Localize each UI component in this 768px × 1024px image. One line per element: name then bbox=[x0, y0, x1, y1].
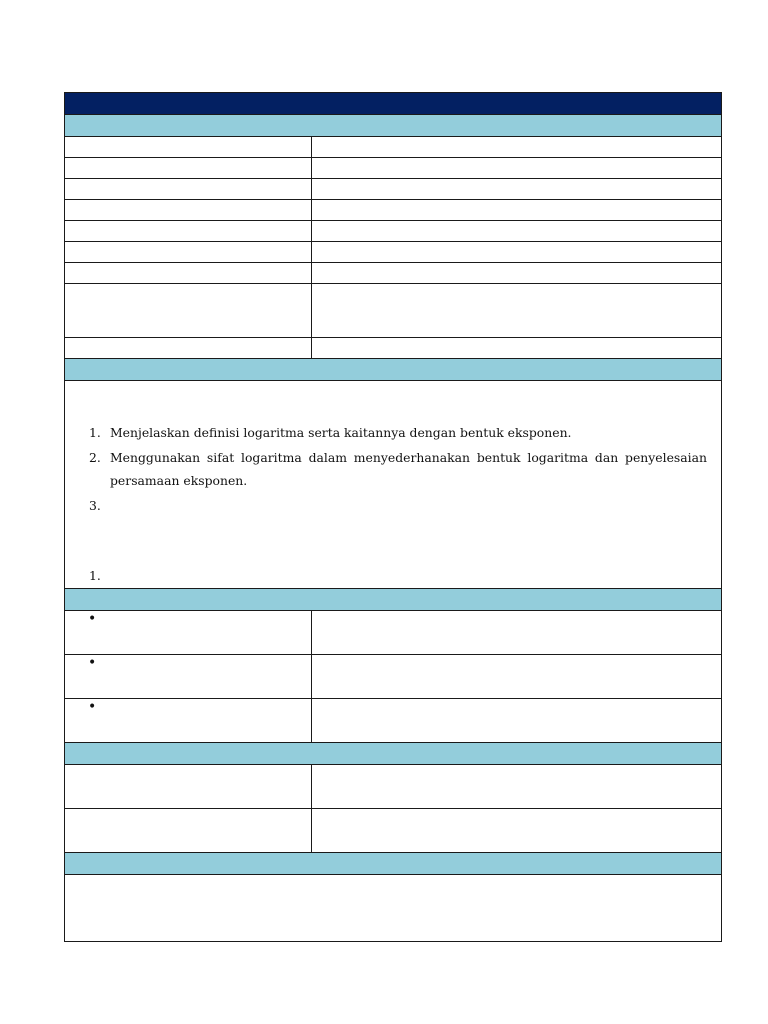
identity-value-cell bbox=[312, 338, 722, 359]
method-value-cell bbox=[312, 765, 722, 809]
identity-row bbox=[65, 242, 722, 263]
identity-label-cell bbox=[65, 242, 312, 263]
bullet-icon: • bbox=[88, 699, 97, 715]
identity-label-cell bbox=[65, 284, 312, 338]
identity-value-cell bbox=[312, 284, 722, 338]
identity-row bbox=[65, 338, 722, 359]
section-header-objectives bbox=[65, 359, 722, 381]
bullet-cell bbox=[65, 655, 312, 699]
title-bar bbox=[65, 93, 722, 115]
identity-value-cell bbox=[312, 242, 722, 263]
method-row bbox=[65, 765, 722, 809]
list-item bbox=[89, 421, 707, 444]
identity-row bbox=[65, 179, 722, 200]
list-item-text: Menggunakan sifat logaritma dalam menyederhanakan bentuk logaritma dan penyelesaian persamaan eksponen. bbox=[110, 450, 707, 488]
method-label-cell bbox=[65, 765, 312, 809]
identity-label-cell bbox=[65, 338, 312, 359]
method-label-cell bbox=[65, 809, 312, 853]
bullet-value-cell bbox=[312, 699, 722, 743]
identity-value-cell bbox=[312, 221, 722, 242]
bullet-icon: • bbox=[88, 655, 97, 671]
section-header-materials bbox=[65, 589, 722, 611]
list-item-text: Menjelaskan definisi logaritma serta kaitannya dengan bentuk eksponen. bbox=[110, 425, 572, 440]
document-form-table bbox=[64, 92, 722, 942]
identity-label-cell bbox=[65, 200, 312, 221]
bullet-icon: • bbox=[88, 611, 97, 627]
bullet-row bbox=[65, 655, 722, 699]
list-item-number: 2. bbox=[89, 450, 101, 465]
identity-value-cell bbox=[312, 137, 722, 158]
bullet-cell bbox=[65, 611, 312, 655]
identity-row-tall bbox=[65, 284, 722, 338]
identity-value-cell bbox=[312, 158, 722, 179]
objectives-list bbox=[89, 421, 707, 513]
section-header-identity bbox=[65, 115, 722, 137]
identity-label-cell bbox=[65, 158, 312, 179]
identity-value-cell bbox=[312, 179, 722, 200]
list-item-number: 3. bbox=[89, 498, 101, 513]
identity-value-cell bbox=[312, 200, 722, 221]
bullet-cell bbox=[65, 699, 312, 743]
list-item-number: 1. bbox=[89, 425, 101, 440]
identity-value-cell bbox=[312, 263, 722, 284]
bullet-row bbox=[65, 611, 722, 655]
identity-label-cell bbox=[65, 179, 312, 200]
bullet-value-cell bbox=[312, 611, 722, 655]
second-list bbox=[89, 564, 707, 583]
identity-row bbox=[65, 263, 722, 284]
list-item bbox=[89, 446, 707, 492]
section-header-methods bbox=[65, 743, 722, 765]
objectives-cell bbox=[65, 381, 722, 589]
identity-row bbox=[65, 137, 722, 158]
identity-row bbox=[65, 158, 722, 179]
method-row bbox=[65, 809, 722, 853]
list-item-number: 1. bbox=[89, 568, 101, 583]
identity-label-cell bbox=[65, 137, 312, 158]
identity-label-cell bbox=[65, 263, 312, 284]
identity-row bbox=[65, 200, 722, 221]
bullet-row bbox=[65, 699, 722, 743]
identity-row bbox=[65, 221, 722, 242]
bullet-value-cell bbox=[312, 655, 722, 699]
method-value-cell bbox=[312, 809, 722, 853]
identity-label-cell bbox=[65, 221, 312, 242]
final-content-cell bbox=[65, 875, 722, 942]
section-header-final bbox=[65, 853, 722, 875]
